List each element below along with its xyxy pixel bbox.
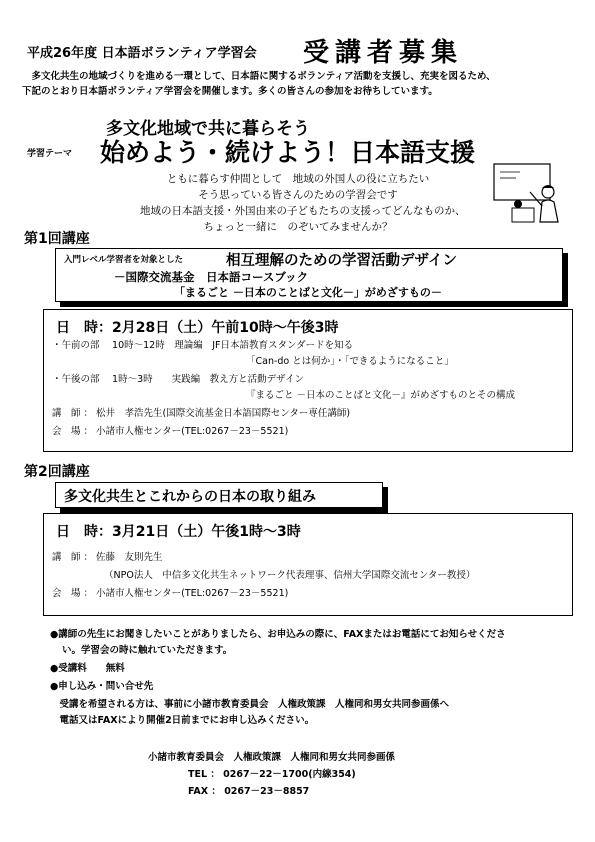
session1-box-prefix: 入門レベル学習者を対象とした — [64, 255, 184, 265]
note-line-5: 受講を希望される方は、事前に小諸市教育委員会 人権政策課 人権同和男女共同参画係へ — [50, 699, 450, 710]
session1-title-box — [55, 248, 563, 302]
session1-heading: 第1回講座 — [24, 231, 90, 247]
note-contact-heading: ●申し込み・問い合せ先 — [50, 681, 154, 692]
session1-morning: ・午前の部 10時～12時 理論編 JF日本語教育スタンダードを知る — [52, 340, 354, 351]
session2-title-box — [55, 482, 383, 508]
page-title: 受講者募集 — [303, 38, 464, 68]
session2-date: 日 時：3月21日（土）午後1時～3時 — [56, 524, 301, 540]
theme-subtitle: 多文化地域で共に暮らそう — [106, 119, 310, 139]
session1-box-line2: －国際交流基金 日本語コースブック — [114, 270, 309, 284]
session1-morning-2: 「Can-do とは何か」・「できるようになること」 — [246, 356, 454, 367]
teacher-illustration — [492, 162, 568, 224]
session2-box-title: 多文化共生とこれからの日本の取り組み — [64, 489, 316, 505]
contact-fax: FAX ： 0267－23－8857 — [188, 786, 310, 797]
session2-heading: 第2回講座 — [24, 464, 90, 480]
session2-detail-box — [43, 513, 573, 616]
theme-main: 始めよう・続けよう！日本語支援 — [100, 138, 476, 167]
session2-venue: 会 場 ： 小諸市人権センター(TEL:0267－23－5521) — [52, 588, 289, 599]
contact-tel: TEL ： 0267－22－1700(内線354) — [188, 769, 356, 780]
session2-lecturer-2: （NPO法人 中信多文化共生ネットワーク代表理事、信州大学国際交流センター教授） — [104, 570, 476, 581]
note-fee: ●受講料 無料 — [50, 663, 125, 674]
header-prefix: 平成26年度 日本語ボランティア学習会 — [27, 46, 257, 61]
session1-detail-box — [43, 309, 573, 452]
poem-line-3: 地域の日本語支援・外国由来の子どもたちの支援ってどんなものか、 — [140, 205, 466, 217]
note-line-2: い。学習会の時に触れていただきます。 — [62, 645, 233, 656]
note-line-6: 電話又はFAXにより開催2日前までにお申し込みください。 — [50, 715, 315, 726]
intro-line-2: 下記のとおり日本語ボランティア学習会を開催します。多くの皆さんの参加をお待ちしています。 — [22, 86, 438, 97]
poem-line-2: そう思っている皆さんのための学習会です — [198, 189, 398, 201]
session1-afternoon: ・午後の部 1時～3時 実践編 教え方と活動デザイン — [52, 374, 304, 385]
contact-org: 小諸市教育委員会 人権政策課 人権同和男女共同参画係 — [148, 752, 396, 763]
session1-date: 日 時：2月28日（土）午前10時～午後3時 — [56, 320, 339, 336]
session2-lecturer: 講 師 ： 佐藤 友則先生 — [52, 552, 163, 563]
poem-line-1: ともに暮らす仲間として 地域の外国人の役に立ちたい — [166, 173, 430, 185]
session1-lecturer: 講 師 ： 松井 孝浩先生(国際交流基金日本語国際センター専任講師) — [52, 408, 351, 419]
theme-label: 学習テーマ — [27, 149, 73, 159]
note-line-1: ●講師の先生にお聞きしたいことがありましたら、お申込みの際に、FAXまたはお電話にてお知らせくださ — [50, 629, 506, 640]
session1-box-title: 相互理解のための学習活動デザイン — [226, 253, 457, 269]
intro-line-1: 多文化共生の地域づくりを進める一環として、日本語に関するボランティア活動を支援し、充実を図るため、 — [22, 71, 496, 82]
session1-venue: 会 場 ： 小諸市人権センター(TEL:0267－23－5521) — [52, 426, 289, 437]
poem-line-4: ちょっと一緒に のぞいてみませんか？ — [203, 221, 393, 233]
session1-box-line3: 「まるごと －日本のことばと文化－」がめざすもの－ — [174, 286, 442, 299]
session1-afternoon-2: 『まるごと －日本のことばと文化－』がめざすものとその構成 — [246, 390, 516, 401]
